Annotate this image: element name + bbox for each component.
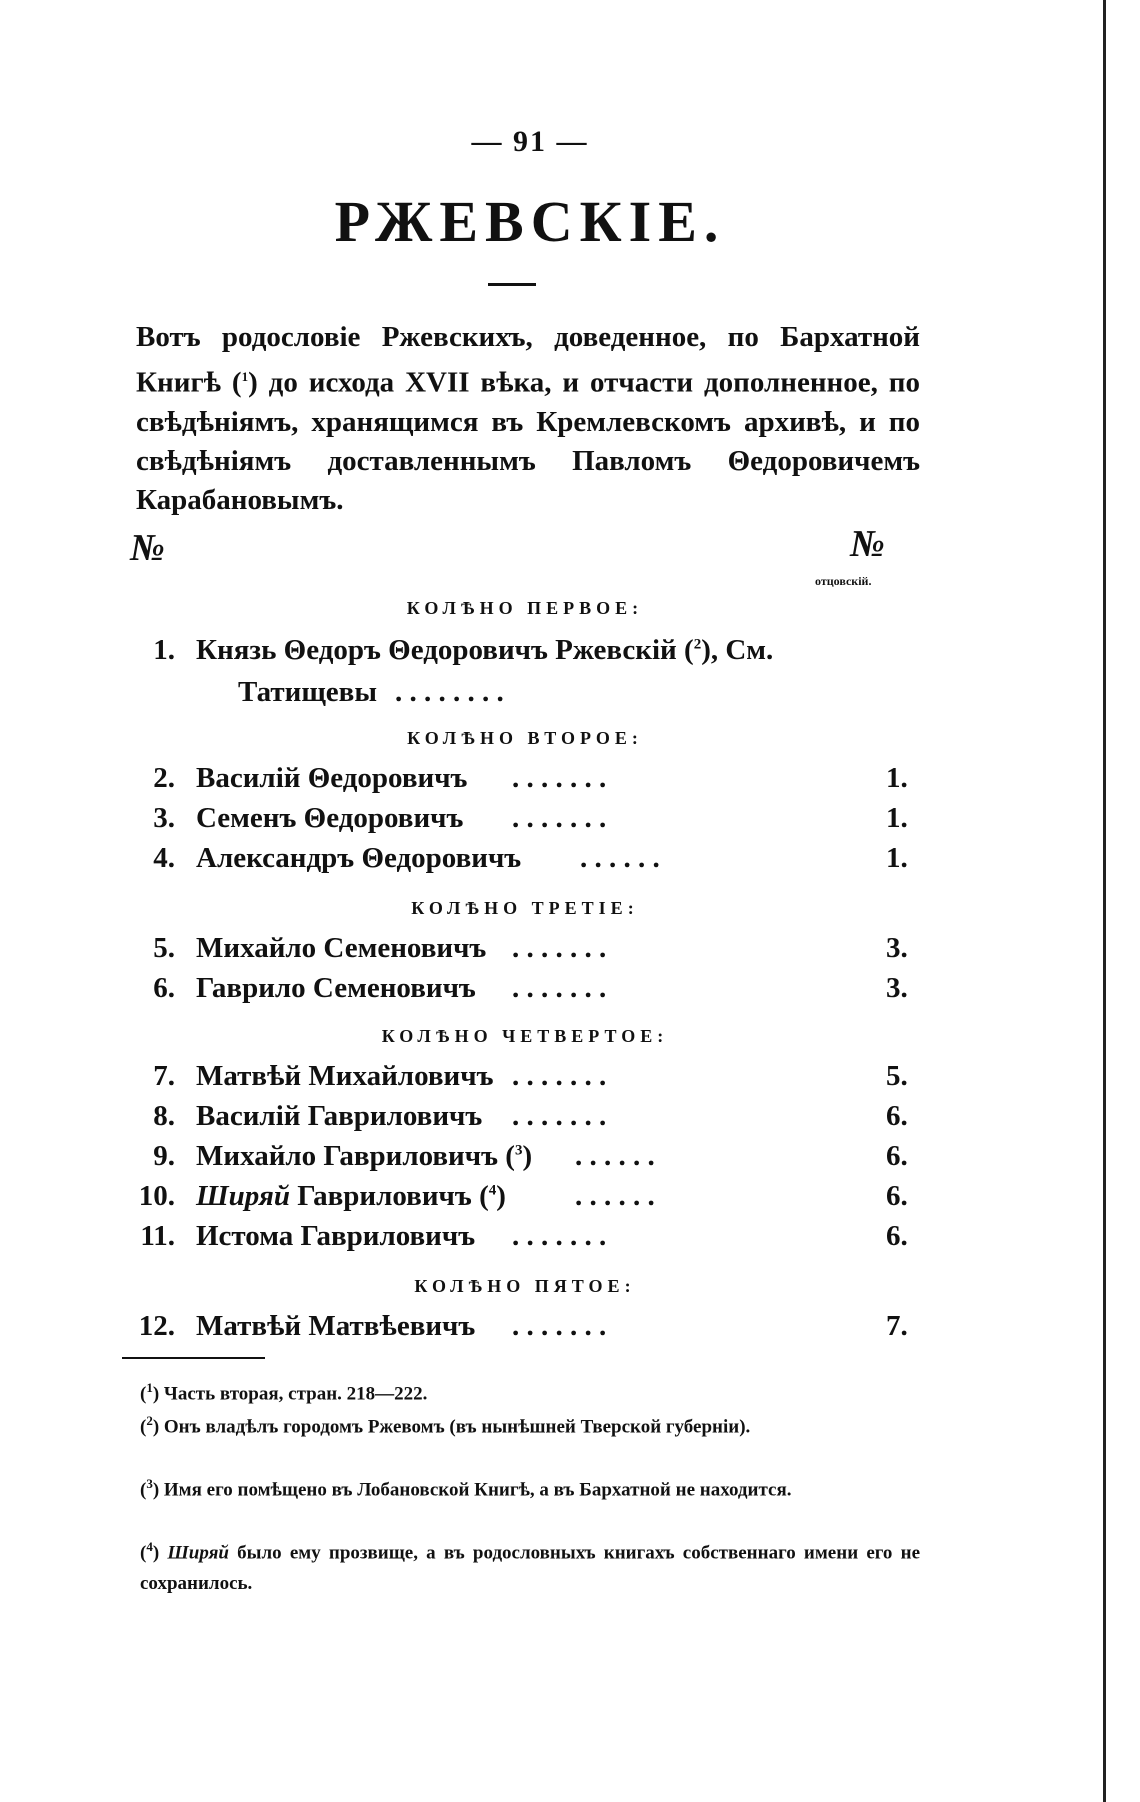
leader-dots: . . . . . . . — [512, 1100, 607, 1132]
entry-number: 7. — [153, 1060, 175, 1092]
father-number: 1. — [886, 762, 908, 794]
entry-row-8 — [0, 1100, 1140, 1140]
entry-number: 11. — [140, 1220, 175, 1252]
father-number: 3. — [886, 932, 908, 964]
entry-name: Князь Θедоръ Θедоровичъ Ржевскій ($^2$), См. — [196, 634, 774, 666]
footnote-text: Имя его помѣщено въ Лобановской Книгѣ, а въ Бархатной не находится. — [163, 1479, 792, 1501]
entry-name: Гаврило Семеновичъ — [196, 972, 476, 1004]
generation-heading-2: КОЛѢНО ВТОРОЕ: — [407, 728, 643, 748]
leader-dots: . . . . . . . — [512, 802, 607, 834]
page-number: — 91 — — [471, 125, 589, 158]
leader-dots: . . . . . . . — [512, 932, 607, 964]
footnote-3: ($^3$) Имя его помѣщено въ Лобановской Книгѣ, а въ Бархатной не находится. — [140, 1476, 792, 1501]
father-number: 6. — [886, 1220, 908, 1252]
entry-row-10 — [0, 1180, 1140, 1220]
entry-row-1 — [0, 634, 1140, 674]
entry-row-7 — [0, 1060, 1140, 1100]
father-number-column-header: № — [850, 523, 885, 565]
footnote-mark: 2 — [146, 1413, 153, 1428]
intro-text-before: Вотъ родословіе Ржевскихъ, доведенное, по Бархатной Книгѣ — [136, 321, 920, 399]
entry-note-mark: 4 — [488, 1182, 497, 1199]
footnote-text: было ему прозвище, а въ родословныхъ книгахъ собственнаго имени его не сохранилось. — [140, 1542, 920, 1595]
page-title: РЖЕВСКІЕ. — [334, 189, 726, 254]
leader-dots: . . . . . . — [575, 1140, 655, 1172]
entry-number: 9. — [153, 1140, 175, 1172]
father-number: 6. — [886, 1180, 908, 1212]
entry-row-3 — [0, 802, 1140, 842]
entry-name: Матвѣй Матвѣевичъ — [196, 1310, 476, 1342]
entry-row-6 — [0, 972, 1140, 1012]
entry-row-2 — [0, 762, 1140, 802]
entry-name-continuation: Татищевы — [238, 676, 377, 708]
page-edge-line — [1103, 0, 1106, 1802]
footnote-1: ($^1$) Часть вторая, стран. 218—222. — [140, 1380, 428, 1405]
entry-name: Михайло Гавриловичъ ($^3$) — [196, 1140, 533, 1172]
entry-name: Михайло Семеновичъ — [196, 932, 487, 964]
nickname-italic: Ширяй — [196, 1180, 290, 1212]
entry-number: 4. — [153, 842, 175, 874]
entry-row-12 — [0, 1310, 1140, 1350]
entry-note-mark: 2 — [693, 636, 702, 653]
leader-dots: . . . . . . — [575, 1180, 655, 1212]
father-column-label: отцовскій. — [815, 574, 872, 588]
entry-name: Семенъ Θедоровичъ — [196, 802, 464, 834]
intro-paragraph: Вотъ родословіе Ржевскихъ, доведенное, по Бархатной Книгѣ ($^1$) до исхода XVII вѣка, и отчасти дополненное, по свѣдѣніямъ, хранящимся въ Кремлевскомъ архивѣ, и по свѣдѣніямъ доставленнымъ Павломъ Θедоровичемъ Карабановымъ. — [136, 321, 920, 516]
number-column-header: № — [130, 527, 165, 569]
entry-name: Ширяй Гавриловичъ ($^4$) — [196, 1180, 506, 1212]
footnote-mark: 3 — [146, 1476, 153, 1491]
footnote-2: ($^2$) Онъ владѣлъ городомъ Ржевомъ (въ нынѣшней Тверской губерніи). — [140, 1413, 751, 1438]
entry-number: 3. — [153, 802, 175, 834]
entry-note-mark: 3 — [514, 1142, 523, 1159]
entry-number: 12. — [138, 1310, 175, 1342]
footnote-italic: Ширяй — [167, 1542, 229, 1564]
generation-heading-5: КОЛѢНО ПЯТОЕ: — [414, 1276, 636, 1296]
father-number: 1. — [886, 842, 908, 874]
entry-name: Василій Гавриловичъ — [196, 1100, 483, 1132]
father-number: 3. — [886, 972, 908, 1004]
footnote-text: Часть вторая, стран. 218—222. — [163, 1383, 428, 1405]
father-number: 6. — [886, 1140, 908, 1172]
leader-dots: . . . . . . . — [512, 1060, 607, 1092]
entry-row-9 — [0, 1140, 1140, 1180]
entry-number: 8. — [153, 1100, 175, 1132]
intro-note-mark: 1 — [241, 369, 249, 384]
entry-row-1-continuation — [0, 676, 1140, 716]
footnote-mark: 1 — [146, 1380, 153, 1395]
footnote-rule — [122, 1357, 265, 1359]
footnote-text: Онъ владѣлъ городомъ Ржевомъ (въ нынѣшней Тверской губерніи). — [163, 1416, 751, 1438]
entry-row-11 — [0, 1220, 1140, 1260]
entry-number: 10. — [138, 1180, 175, 1212]
leader-dots: . . . . . . — [580, 842, 660, 874]
entry-name: Василій Θедоровичъ — [196, 762, 468, 794]
entry-name: Александръ Θедоровичъ — [196, 842, 522, 874]
footnote-mark: 4 — [146, 1539, 153, 1554]
entry-number: 6. — [153, 972, 175, 1004]
leader-dots: . . . . . . . — [512, 1310, 607, 1342]
entry-row-5 — [0, 932, 1140, 972]
father-number: 5. — [886, 1060, 908, 1092]
father-number: 7. — [886, 1310, 908, 1342]
footnote-4: ($^4$) Ширяй было ему прозвище, а въ родословныхъ книгахъ собственнаго имени его не сохранилось. — [140, 1539, 920, 1595]
title-rule — [488, 283, 536, 286]
intro-text-after: до исхода XVII вѣка, и отчасти дополненное, по свѣдѣніямъ, хранящимся въ Кремлевскомъ архивѣ, и по свѣдѣніямъ доставленнымъ Павломъ Θедоровичемъ Карабановымъ. — [136, 366, 920, 516]
leader-dots: . . . . . . . — [512, 1220, 607, 1252]
entry-row-4 — [0, 842, 1140, 882]
generation-heading-3: КОЛѢНО ТРЕТІЕ: — [411, 898, 639, 918]
leader-dots: . . . . . . . . — [395, 676, 504, 708]
generation-heading-4: КОЛѢНО ЧЕТВЕРТОЕ: — [381, 1026, 669, 1046]
father-number: 1. — [886, 802, 908, 834]
entry-name: Матвѣй Михайловичъ — [196, 1060, 494, 1092]
entry-number: 1. — [153, 634, 175, 666]
entry-number: 5. — [153, 932, 175, 964]
generation-heading-1: КОЛѢНО ПЕРВОЕ: — [406, 598, 644, 618]
leader-dots: . . . . . . . — [512, 972, 607, 1004]
entry-name: Истома Гавриловичъ — [196, 1220, 476, 1252]
entry-number: 2. — [153, 762, 175, 794]
father-number: 6. — [886, 1100, 908, 1132]
leader-dots: . . . . . . . — [512, 762, 607, 794]
